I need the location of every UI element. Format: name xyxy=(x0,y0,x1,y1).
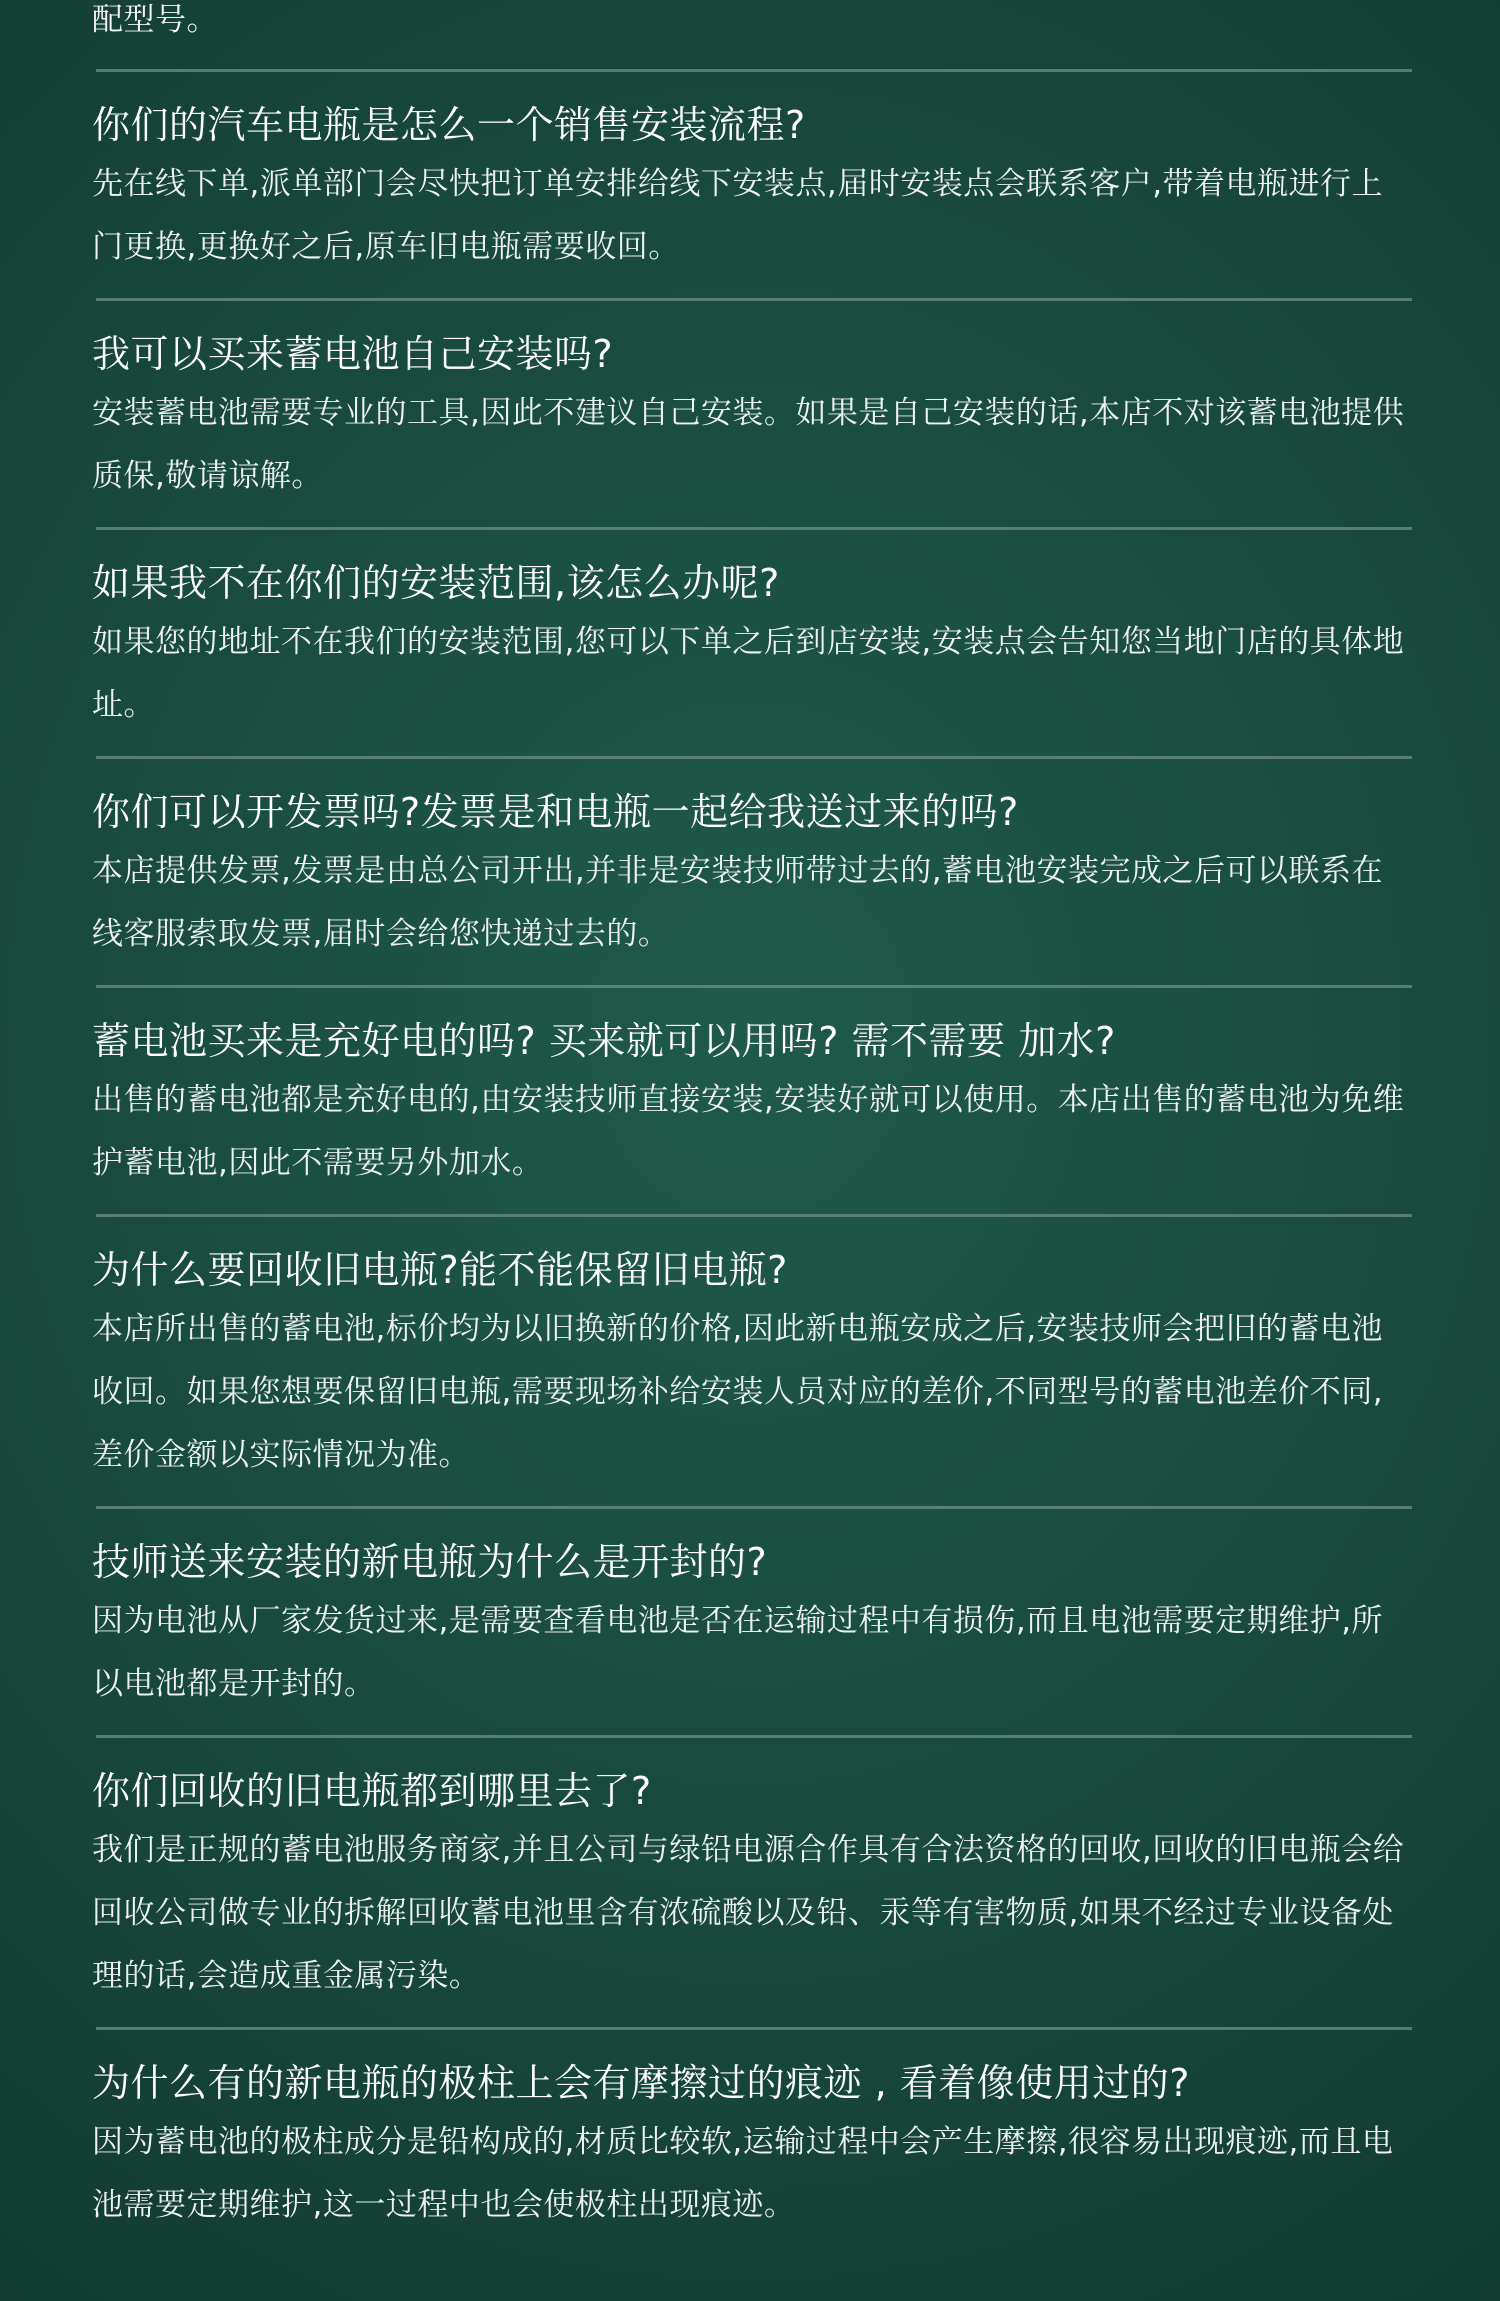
faq-item xyxy=(92,988,1412,1195)
faq-item xyxy=(92,72,1412,279)
faq-item xyxy=(92,1217,1412,1487)
divider xyxy=(96,756,1412,759)
faq-question: 你们的汽车电瓶是怎么一个销售安装流程? xyxy=(92,103,806,147)
divider xyxy=(96,2027,1412,2030)
divider xyxy=(96,527,1412,530)
faq-item xyxy=(92,2030,1412,2237)
faq-question: 为什么要回收旧电瓶?能不能保留旧电瓶? xyxy=(92,1248,788,1292)
faq-answer: 出售的蓄电池都是充好电的,由安装技师直接安装,安装好就可以使用。本店出售的蓄电池为免维护蓄电池,因此不需要另外加水。 xyxy=(92,1082,1405,1181)
faq-question: 蓄电池买来是充好电的吗? 买来就可以用吗? 需不需要 加水? xyxy=(92,1019,1116,1063)
faq-page xyxy=(92,0,1412,2237)
divider xyxy=(96,1214,1412,1217)
faq-item xyxy=(92,1738,1412,2008)
faq-answer: 安装蓄电池需要专业的工具,因此不建议自己安装。如果是自己安装的话,本店不对该蓄电池提供质保,敬请谅解。 xyxy=(92,395,1405,494)
divider xyxy=(96,1735,1412,1738)
faq-item xyxy=(92,759,1412,966)
lead-text-fragment: 配型号。 xyxy=(92,2,218,38)
faq-question: 你们回收的旧电瓶都到哪里去了? xyxy=(92,1769,652,1813)
faq-answer: 我们是正规的蓄电池服务商家,并且公司与绿铅电源合作具有合法资格的回收,回收的旧电瓶会给回收公司做专业的拆解回收蓄电池里含有浓硫酸以及铅、汞等有害物质,如果不经过专业设备处理的话,会造成重金属污染。 xyxy=(92,1832,1405,1994)
faq-question: 如果我不在你们的安装范围,该怎么办呢? xyxy=(92,561,780,605)
faq-question: 我可以买来蓄电池自己安装吗? xyxy=(92,332,614,376)
divider xyxy=(96,69,1412,72)
faq-question: 你们可以开发票吗?发票是和电瓶一起给我送过来的吗? xyxy=(92,790,1019,834)
faq-item xyxy=(92,301,1412,508)
faq-answer: 本店提供发票,发票是由总公司开出,并非是安装技师带过去的,蓄电池安装完成之后可以联系在线客服索取发票,届时会给您快递过去的。 xyxy=(92,853,1384,952)
faq-answer: 如果您的地址不在我们的安装范围,您可以下单之后到店安装,安装点会告知您当地门店的具体地址。 xyxy=(92,624,1405,723)
divider xyxy=(96,985,1412,988)
faq-answer: 本店所出售的蓄电池,标价均为以旧换新的价格,因此新电瓶安成之后,安装技师会把旧的蓄电池收回。如果您想要保留旧电瓶,需要现场补给安装人员对应的差价,不同型号的蓄电池差价不同,差价金额以实际情况为准。 xyxy=(92,1311,1384,1473)
faq-answer: 因为蓄电池的极柱成分是铅构成的,材质比较软,运输过程中会产生摩擦,很容易出现痕迹,而且电池需要定期维护,这一过程中也会使极柱出现痕迹。 xyxy=(92,2124,1394,2223)
faq-question: 技师送来安装的新电瓶为什么是开封的? xyxy=(92,1540,768,1584)
faq-question: 为什么有的新电瓶的极柱上会有摩擦过的痕迹 , 看着像使用过的? xyxy=(92,2061,1190,2105)
divider xyxy=(96,1506,1412,1509)
faq-item xyxy=(92,1509,1412,1716)
divider xyxy=(96,298,1412,301)
faq-answer: 先在线下单,派单部门会尽快把订单安排给线下安装点,届时安装点会联系客户,带着电瓶进行上门更换,更换好之后,原车旧电瓶需要收回。 xyxy=(92,166,1384,265)
faq-answer: 因为电池从厂家发货过来,是需要查看电池是否在运输过程中有损伤,而且电池需要定期维护,所以电池都是开封的。 xyxy=(92,1603,1384,1702)
faq-item xyxy=(92,530,1412,737)
